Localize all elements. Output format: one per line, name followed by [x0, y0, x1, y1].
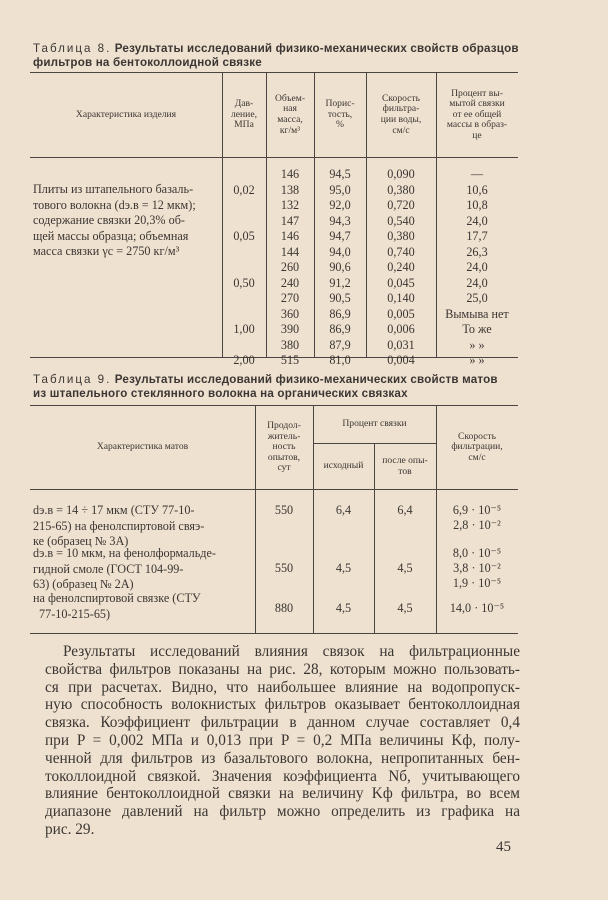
- table9-caption: [33, 373, 498, 386]
- table9-duration-cell: 550: [274, 561, 294, 575]
- table9-description-line: 77-10-215-65): [39, 606, 111, 621]
- table8-speed-cell: 0,720: [387, 198, 415, 212]
- table8-density-cell: 146: [280, 167, 300, 181]
- table8-porosity-cell: 90,5: [329, 291, 351, 305]
- table8-porosity-cell: 81,0: [329, 353, 351, 367]
- table9-speed-cell: 3,8 · 10⁻²: [453, 561, 501, 575]
- table8-density-cell: 515: [280, 353, 300, 367]
- table9-header-initial: исходный: [323, 460, 364, 472]
- table9-speed-cell: 1,9 · 10⁻⁵: [452, 576, 502, 590]
- table8-description-line: содержание связки 20,3% об-: [33, 213, 185, 227]
- table8-pressure-cell: 0,50: [233, 275, 255, 290]
- table8-speed-column: [366, 167, 436, 369]
- body-line: при P = 0,002 МПа и 0,013 при P = 0,2 МПа величины Kф, полу-: [45, 731, 520, 749]
- table8-percent-cell: Вымыва нет: [445, 306, 509, 321]
- body-paragraph: [45, 643, 520, 839]
- table8-pressure-cell: 0,02: [233, 182, 255, 197]
- table8-percent-cell: —: [470, 167, 484, 181]
- table9-title-line1: Результаты исследований физико-механических свойств матов: [114, 373, 498, 386]
- table9-description-line: 63) (образец № 2А): [33, 577, 134, 591]
- table9-initial-cell: 4,5: [335, 601, 352, 615]
- table8-density-cell: 138: [280, 182, 300, 197]
- table8-density-cell: 240: [280, 275, 300, 290]
- table8-density-cell: 270: [280, 291, 300, 305]
- table8-percent-cell: 10,6: [466, 182, 488, 197]
- table9-label: Таблица 9.: [33, 373, 112, 386]
- table8-percent-cell: » »: [469, 353, 485, 367]
- table9-header-speed: Скорость фильтрации, см/с: [451, 430, 503, 463]
- table8-density-cell: 260: [280, 260, 300, 274]
- table9-speed-cell: 6,9 · 10⁻⁵: [452, 503, 502, 517]
- table9-speed-cell: 8,0 · 10⁻⁵: [452, 546, 502, 560]
- table8-label: Таблица 8.: [33, 42, 112, 55]
- table8-pressure-cell: 1,00: [233, 322, 255, 336]
- table8-description-line: масса связки γс = 2750 кг/м³: [33, 244, 180, 258]
- table8-header-density: Объем- ная масса, кг/м³: [274, 92, 306, 136]
- table8-pressure-cell: [222, 260, 266, 276]
- table8-header-rule: [30, 157, 518, 158]
- table8-porosity-cell: 94,5: [329, 167, 351, 181]
- table8-pressure-cell: [222, 214, 266, 230]
- table8-porosity-cell: 92,0: [329, 198, 351, 212]
- table8-density-cell: 147: [280, 213, 300, 228]
- table8-density-cell: 360: [280, 306, 300, 321]
- table8-pressure-cell: [222, 307, 266, 323]
- body-line: ся при расчетах. Видно, что наибольшее влияние на водопропуск-: [45, 678, 520, 696]
- table9-initial-cell: 4,5: [335, 561, 352, 575]
- table9-speed-cell: 2,8 · 10⁻²: [453, 518, 501, 532]
- table8-density-cell: 132: [280, 198, 300, 212]
- body-line: свойства фильтров показаны на рис. 28, которым можно пользовать-: [45, 660, 520, 678]
- table8-pressure-cell: [222, 291, 266, 307]
- table9-title-line2: из штапельного стеклянного волокна на органических связках: [33, 387, 408, 400]
- table9-after-cell: 4,5: [397, 561, 413, 575]
- table8-speed-cell: 0,380: [387, 182, 415, 197]
- table8-pressure-cell: [222, 167, 266, 183]
- table8-description-line: Плиты из штапельного базаль-: [33, 182, 194, 196]
- table8-pressure-cell: [222, 245, 266, 261]
- table9-description-line: ке (образец № 3А): [33, 534, 129, 548]
- body-line: Результаты исследований влияния связок на фильтрационные: [63, 643, 520, 660]
- table8-percent-column: [436, 167, 518, 369]
- table8-speed-cell: 0,740: [387, 244, 415, 259]
- table8-speed-cell: 0,090: [387, 167, 415, 181]
- table9-header-characteristic: Характеристика матов: [96, 441, 189, 453]
- table8-percent-cell: 10,8: [466, 198, 488, 212]
- table8-porosity-cell: 87,9: [329, 337, 351, 352]
- table8-speed-cell: 0,045: [387, 275, 415, 290]
- table8-percent-cell: То же: [462, 322, 492, 336]
- table8-description-line: тового волокна (dэ.в = 12 мкм);: [33, 197, 196, 212]
- table8-percent-cell: 24,0: [466, 260, 488, 274]
- table8-caption: [33, 42, 519, 55]
- table8-percent-cell: 26,3: [466, 244, 488, 259]
- table8-porosity-column: [314, 167, 366, 369]
- table9-after-cell: 4,5: [397, 601, 413, 615]
- body-line: ную способность волокнистых фильтров оказывает бентоколлоидная: [45, 696, 520, 714]
- body-line: рис. 29.: [45, 820, 95, 838]
- table8-density-cell: 144: [280, 244, 300, 259]
- table8-pressure-cell: 2,00: [233, 353, 255, 367]
- table8-porosity-cell: 95,0: [329, 182, 351, 197]
- table8-header-percent: Процент вы- мытой связки от ее общей массы в образ- це: [446, 87, 508, 141]
- table8-density-cell: 380: [280, 337, 300, 352]
- table8-speed-cell: 0,380: [387, 229, 415, 243]
- body-line: токоллоидной связкой. Значения коэффициента Nб, учитывающего: [45, 767, 520, 785]
- table8-percent-cell: 17,7: [466, 229, 488, 243]
- table8-pressure-cell: 0,05: [233, 229, 255, 243]
- table8-percent-cell: 24,0: [466, 213, 488, 228]
- table8-speed-cell: 0,031: [387, 337, 415, 352]
- table8-porosity-cell: 86,9: [329, 306, 351, 321]
- page-number: 45: [496, 839, 511, 855]
- table8-pressure-cell: [222, 198, 266, 214]
- table8-pressure-cell: [222, 338, 266, 354]
- table9-duration-cell: 880: [274, 601, 294, 615]
- body-line: диапазоне давлений на фильтр можно определить из графика на: [45, 803, 520, 821]
- table8-porosity-cell: 90,6: [329, 260, 351, 274]
- table9-header-percent-group: Процент связки: [342, 418, 407, 430]
- table9-description-line: гидной смоле (ГОСТ 104-99-: [33, 561, 184, 576]
- table8-percent-cell: 25,0: [466, 291, 488, 305]
- body-line: ченной для фильтров из базальтового волокна, непропитанных бен-: [45, 749, 520, 767]
- table8-title-line1: Результаты исследований физико-механических свойств образцов: [114, 42, 519, 55]
- table8-porosity-cell: 94,3: [329, 213, 351, 228]
- table9-bottom-rule: [30, 633, 518, 634]
- table8-header-speed: Скорость фильтра- ции воды, см/с: [380, 92, 422, 136]
- table8-density-cell: 146: [280, 229, 300, 243]
- table8-speed-cell: 0,240: [387, 260, 415, 274]
- table8-description-line: щей массы образца; объемная: [33, 228, 189, 243]
- table8-pressure-column: [222, 167, 266, 369]
- table9-duration-cell: 550: [274, 503, 294, 517]
- table8-porosity-cell: 94,0: [329, 244, 351, 259]
- table8-speed-cell: 0,006: [387, 322, 415, 336]
- body-line: связка. Коэффициент фильтрации в данном случае составляет 0,4: [45, 714, 520, 732]
- table8-porosity-cell: 91,2: [329, 275, 351, 290]
- table8-speed-cell: 0,540: [387, 213, 415, 228]
- table8-percent-cell: 24,0: [466, 275, 488, 290]
- table9-row-description: [33, 546, 243, 593]
- table9-description-line: dэ.в = 10 мкм, на фенолформальде-: [33, 546, 216, 560]
- table9-header-rule: [30, 489, 518, 490]
- body-line: влияние бентоколлоидной связки на величину Kф фильтра, во всем: [45, 785, 520, 803]
- table8-porosity-cell: 94,7: [329, 229, 351, 243]
- table8-speed-cell: 0,140: [387, 291, 415, 305]
- table9-description-line: dэ.в = 14 ÷ 17 мкм (СТУ 77-10-: [33, 503, 195, 517]
- table8-density-cell: 390: [280, 322, 300, 336]
- table8-title-line2: фильтров на бентоколлоидной связке: [33, 56, 262, 69]
- table9-header-duration: Продол- житель- ность опытов, сут: [267, 420, 301, 474]
- table8-porosity-cell: 86,9: [329, 322, 351, 336]
- table9-initial-cell: 6,4: [335, 503, 352, 517]
- table8-header-pressure: Дав- ление, МПа: [231, 98, 257, 131]
- table8-speed-cell: 0,005: [387, 306, 415, 321]
- table9-speed-cell: 14,0 · 10⁻⁵: [449, 601, 505, 615]
- table8-speed-cell: 0,004: [387, 353, 415, 367]
- table9-after-cell: 6,4: [397, 503, 413, 517]
- table8-header-characteristic: Характеристика изделия: [75, 108, 177, 120]
- table9-row-description: [33, 503, 243, 550]
- table8-header-porosity: Порис- тость, %: [325, 98, 355, 131]
- table8-description: [33, 182, 219, 260]
- table9-header-after: после опы- тов: [382, 454, 428, 477]
- table9-description-line: на фенолспиртовой связке (СТУ: [33, 591, 201, 605]
- table8-percent-cell: » »: [469, 337, 485, 352]
- table9-description-line: 215-65) на фенолспиртовой свяэ-: [33, 518, 205, 533]
- table8-density-column: [266, 167, 314, 369]
- table9-row-description: [33, 591, 243, 622]
